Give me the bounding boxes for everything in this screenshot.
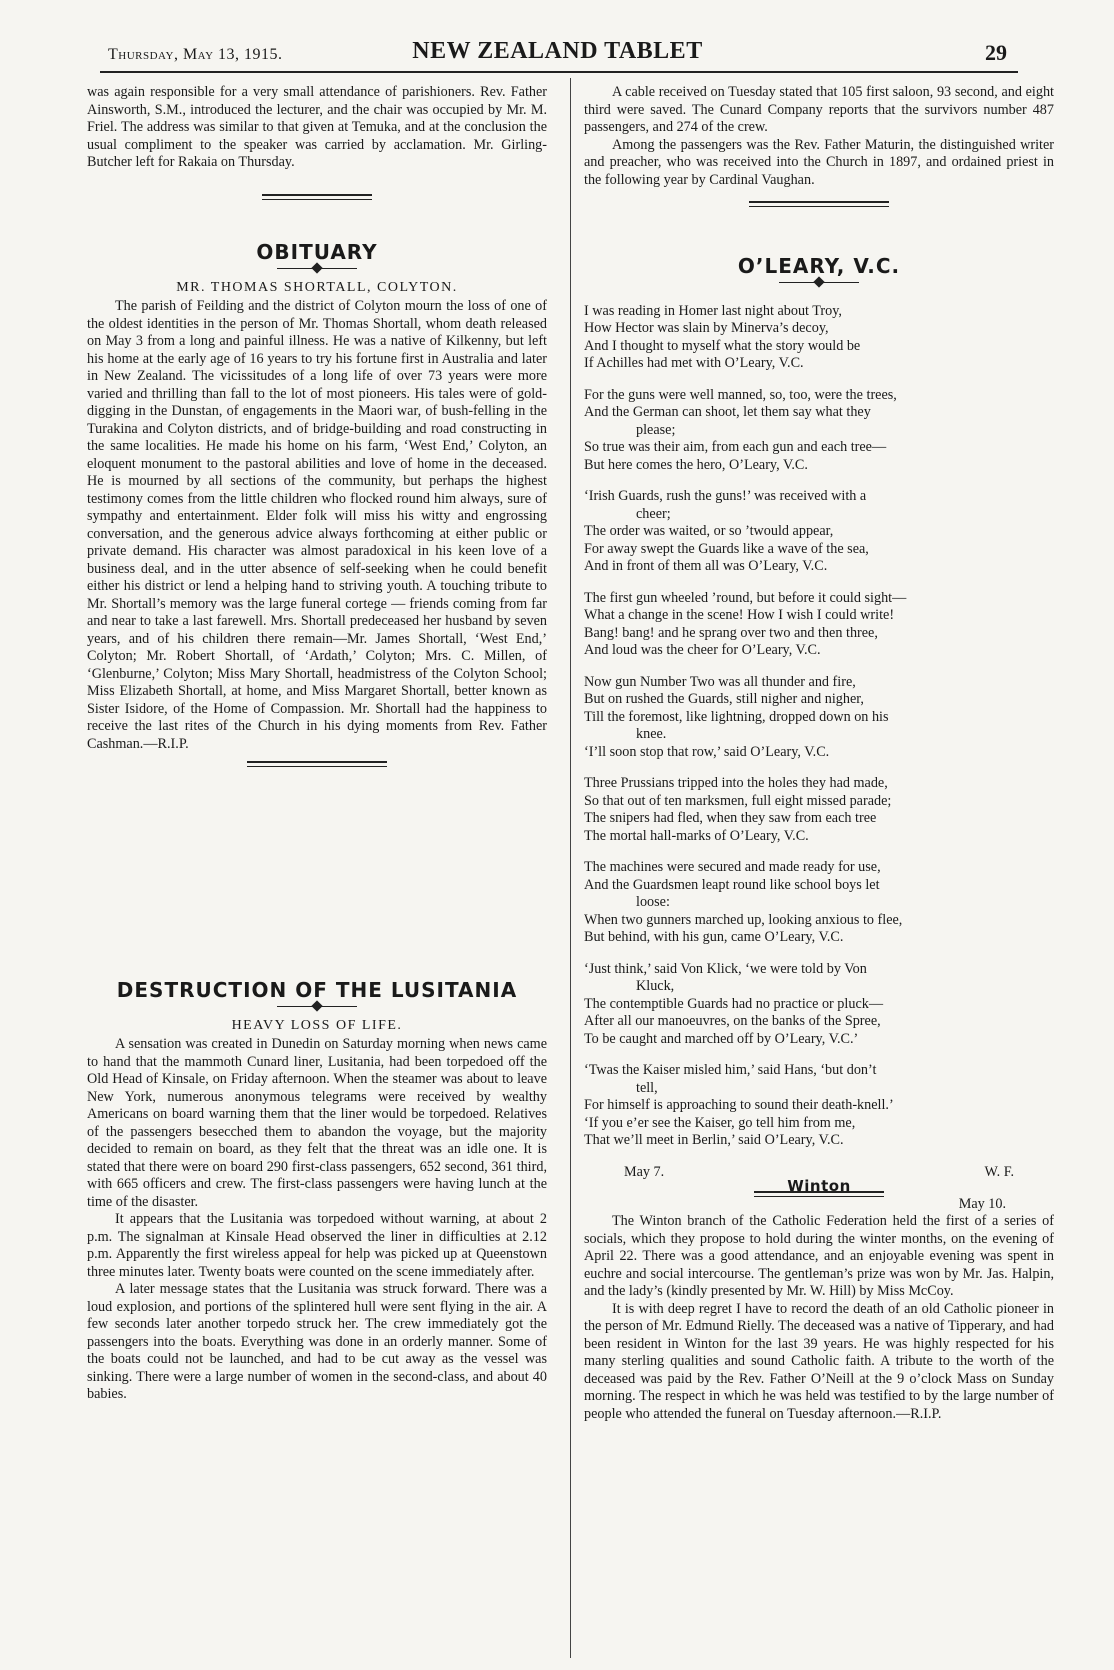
column-divider: [570, 78, 571, 1658]
lusitania-paragraph: A later message states that the Lusitania was struck forward. There was a loud explosion, and portions of the splintered hull were sent flying in the air. A few seconds later another torpedo struck her. The crew immediately got the passengers into the boats. Everything was done in an orderly manner. Some of the boats could not be launched, and had to be cut away as the vessel was sinking. There were a large number of women in the second-class, and about 40 babies.: [87, 1281, 547, 1402]
poem-line: And I thought to myself what the story would be: [584, 337, 861, 354]
poem-line: But here comes the hero, O’Leary, V.C.: [584, 456, 808, 473]
lusitania-paragraph: A sensation was created in Dunedin on Saturday morning when news came to hand that the mammoth Cunard liner, Lusitania, had been torpedoed off the Old Head of Kinsale, on Friday afternoon. When the steamer was about to leave New York, numerous anonymous telegrams were received by wealthy Americans on board warning them that the liner would be torpedoed. Relatives of the passengers besecched them to abandon the voyage, but the majority decided to remain on board, as they felt that the threat was an idle one. It is stated that there were on board 290 first-class passengers, 652 second, 361 third, with 665 officers and crew. The first-class passengers were having lunch at the time of the disaster.: [87, 1036, 547, 1210]
cable-paragraph: Among the passengers was the Rev. Father Maturin, the distinguished writer and preacher, who was received into the Church in 1897, and ordained priest in the following year by Cardinal Vaughan.: [584, 136, 1054, 188]
poem-line: But behind, with his gun, came O’Leary, V.C.: [584, 929, 844, 945]
winton-section: [584, 1178, 1054, 1423]
poem-line: And the Guardsmen leapt round like school boys let: [584, 876, 880, 893]
poem-line: ‘Twas the Kaiser misled him,’ said Hans, ‘but don’t: [584, 1062, 877, 1078]
poem-line: For away swept the Guards like a wave of the sea,: [584, 540, 869, 557]
poem-line: That we’ll meet in Berlin,’ said O’Leary, V.C.: [584, 1132, 844, 1148]
poem-stanza: [584, 590, 1054, 660]
poem-line: ‘Just think,’ said Von Klick, ‘we were told by Von: [584, 960, 867, 977]
winton-dateline: May 10.: [958, 1195, 1006, 1212]
ornament-rule: [277, 1002, 357, 1011]
poem-line: So true was their aim, from each gun and each tree—: [584, 439, 887, 455]
poem-line: cheer;: [636, 505, 671, 522]
poem-line: ‘If you e’er see the Kaiser, go tell him from me,: [584, 1114, 856, 1131]
poem-stanza: [584, 775, 1054, 845]
poem-section: [584, 254, 1054, 1197]
poem-line: The first gun wheeled ’round, but before it could sight—: [584, 589, 907, 606]
poem-line: Kluck,: [636, 978, 675, 994]
page-number: 29: [985, 40, 1007, 65]
poem-line: But on rushed the Guards, still nigher and nigher,: [584, 691, 864, 707]
poem-body: [584, 303, 1054, 1150]
poem-line: loose:: [636, 894, 670, 910]
obituary-title: OBITUARY: [256, 240, 378, 264]
poem-line: For the guns were well manned, so, too, were the trees,: [584, 386, 897, 403]
cable-section: [584, 84, 1054, 207]
winton-paragraph: It is with deep regret I have to record the death of an old Catholic pioneer in the person of Mr. Edmund Rielly. The deceased was a native of Tipperary, and had been resident in Winton for the last 39 years. He was highly respected for his many sterling qualities and sound Catholic faith. A tribute to the worth of the deceased was paid by the Rev. Father O’Neill at the 9 o’clock Mass on Sunday morning. The respect in which he was held was testified to by the large number of people who attended the funeral on Tuesday afternoon.—R.I.P.: [584, 1300, 1054, 1422]
poem-line: knee.: [636, 726, 667, 742]
section-separator: [262, 194, 372, 200]
winton-title: Winton: [787, 1177, 851, 1195]
poem-line: So that out of ten marksmen, full eight missed parade;: [584, 792, 892, 809]
poem-line: The order was waited, or so ’twould appear,: [584, 523, 834, 539]
poem-line: ‘I’ll soon stop that row,’ said O’Leary, V.C.: [584, 743, 830, 760]
left-column: [87, 84, 547, 200]
poem-line: And in front of them all was O’Leary, V.C.: [584, 558, 828, 574]
poem-line: After all our manoeuvres, on the banks of the Spree,: [584, 1013, 881, 1029]
obituary-subhead: MR. THOMAS SHORTALL, COLYTON.: [176, 279, 458, 295]
poem-date: May 7.: [624, 1163, 665, 1180]
poem-line: What a change in the scene! How I wish I could write!: [584, 607, 895, 623]
ornament-rule: [277, 264, 357, 273]
ornament-rule: [779, 278, 859, 287]
lusitania-subhead: HEAVY LOSS OF LIFE.: [231, 1017, 403, 1033]
poem-line: And the German can shoot, let them say what they: [584, 404, 871, 420]
cable-paragraph: A cable received on Tuesday stated that 105 first saloon, 93 second, and eight third were saved. The Cunard Company reports that the survivors number 487 passengers, and 274 of the crew.: [584, 84, 1054, 135]
poem-line: The snipers had fled, when they saw from each tree: [584, 810, 877, 826]
poem-stanza: [584, 488, 1054, 576]
poem-title: O’LEARY, V.C.: [737, 254, 901, 278]
poem-stanza: [584, 303, 1054, 373]
poem-line: The mortal hall-marks of O’Leary, V.C.: [584, 827, 809, 844]
page-header: [100, 38, 1015, 68]
poem-author: W. F.: [984, 1163, 1014, 1180]
section-separator: [247, 761, 387, 767]
lusitania-section: [87, 978, 547, 1404]
poem-line: Bang! bang! and he sprang over two and then three,: [584, 624, 878, 641]
winton-paragraph: The Winton branch of the Catholic Federation held the first of a series of socials, which they propose to hold during the winter months, on the evening of April 22. There was a good attendance, and an enjoyable evening was spent in euchre and social intercourse. The gentleman’s prize was won by Mr. Jas. Halpin, and the lady’s (kindly presented by Mr. W. Hill) by Miss McCoy.: [584, 1213, 1054, 1299]
poem-line: How Hector was slain by Minerva’s decoy,: [584, 320, 829, 336]
poem-line: To be caught and marched off by O’Leary, V.C.’: [584, 1030, 859, 1047]
header-rule: [100, 71, 1018, 73]
poem-line: please;: [636, 421, 676, 438]
poem-line: The contemptible Guards had no practice or pluck—: [584, 995, 884, 1012]
poem-line: If Achilles had met with O’Leary, V.C.: [584, 355, 804, 371]
poem-stanza: [584, 1062, 1054, 1150]
poem-line: Now gun Number Two was all thunder and fire,: [584, 673, 856, 690]
obituary-body: The parish of Feilding and the district of Colyton mourn the loss of one of the oldest identities in the person of Mr. Thomas Shortall, whom death released on May 3 from a long and painful illness. He was a native of Kilkenny, but left his home at the early age of 16 years to try his fortune first in Australia and later in New Zealand. The vicissitudes of a long life of over 73 years were more varied and thrilling than fall to the lot of most pioneers. His tales were of gold-digging in the Dunstan, of engagements in the Maori war, of bush-felling in the Turakina and Colyton districts, and of bridge-building and road constructing in the same localities. He made his home on his farm, ‘West End,’ Colyton, an eloquent monument to the pastoral abilities and love of home in the deceased. He is mourned by all sections of the community, but perhaps the highest testimony comes from the little children who flocked round him always, sure of sympathy and entertainment. Elder folk will miss his witty and engrossing conversation, and the generous advice always forthcoming at either public or private demand. His character was almost paradoxical in his keen love of a business deal, and in the utter absence of self-seeking when he could benefit either his district or lend a helping hand to striving youth. A touching tribute to Mr. Shortall’s memory was the large funeral cortege — friends coming from far and near to take a last farewell. Mrs. Shortall predeceased her husband by seven years, and of his children there remain—Mr. James Shortall, ‘West End,’ Colyton; Mr. Robert Shortall, of ‘Ardath,’ Colyton; Mrs. C. Millen, of ‘Glenburne,’ Colyton; Miss Mary Shortall, headmistress of the Colyton School; Miss Elizabeth Shortall, at home, and Miss Margaret Shortall, better known as Sister Isidore, of the Home of Compassion. Mr. Shortall had the happiness to receive the last rites of the Church in his dying moments from Rev. Father Cashman.—R.I.P.: [87, 298, 547, 752]
poem-stanza: [584, 859, 1054, 947]
lusitania-paragraph: It appears that the Lusitania was torpedoed without warning, at about 2 p.m. The signalman at Kinsale Head observed the liner in difficulties at 2.12 p.m. Apparently the first wireless appeal for help was picked up at Queenstown three minutes later. Twenty boats were counted on the scene immediately after.: [87, 1211, 547, 1280]
poem-line: The machines were secured and made ready for use,: [584, 859, 881, 875]
poem-line: I was reading in Homer last night about Troy,: [584, 302, 842, 319]
poem-line: And loud was the cheer for O’Leary, V.C.: [584, 642, 821, 658]
section-separator: [749, 201, 889, 207]
poem-line: ‘Irish Guards, rush the guns!’ was received with a: [584, 488, 867, 504]
poem-stanza: [584, 674, 1054, 762]
poem-line: tell,: [636, 1079, 658, 1096]
poem-stanza: [584, 961, 1054, 1049]
poem-line: Three Prussians tripped into the holes they had made,: [584, 775, 888, 791]
poem-line: Till the foremost, like lightning, dropped down on his: [584, 708, 889, 725]
poem-stanza: [584, 387, 1054, 475]
lusitania-title: DESTRUCTION OF THE LUSITANIA: [116, 978, 518, 1002]
issue-date: Thursday, May 13, 1915.: [108, 46, 283, 63]
poem-line: When two gunners marched up, looking anxious to flee,: [584, 911, 903, 928]
obituary-section: [87, 240, 547, 767]
poem-line: For himself is approaching to sound their death-knell.’: [584, 1097, 894, 1113]
masthead-title: NEW ZEALAND TABLET: [412, 38, 703, 64]
intro-paragraph: was again responsible for a very small attendance of parishioners. Rev. Father Ainsworth, S.M., introduced the lecturer, and the chair was occupied by Mr. M. Friel. The address was similar to that given at Temuka, and at the conclusion the usual compliment to the speaker was carried by acclamation. Mr. Girling-Butcher left for Rakaia on Thursday.: [87, 84, 547, 170]
